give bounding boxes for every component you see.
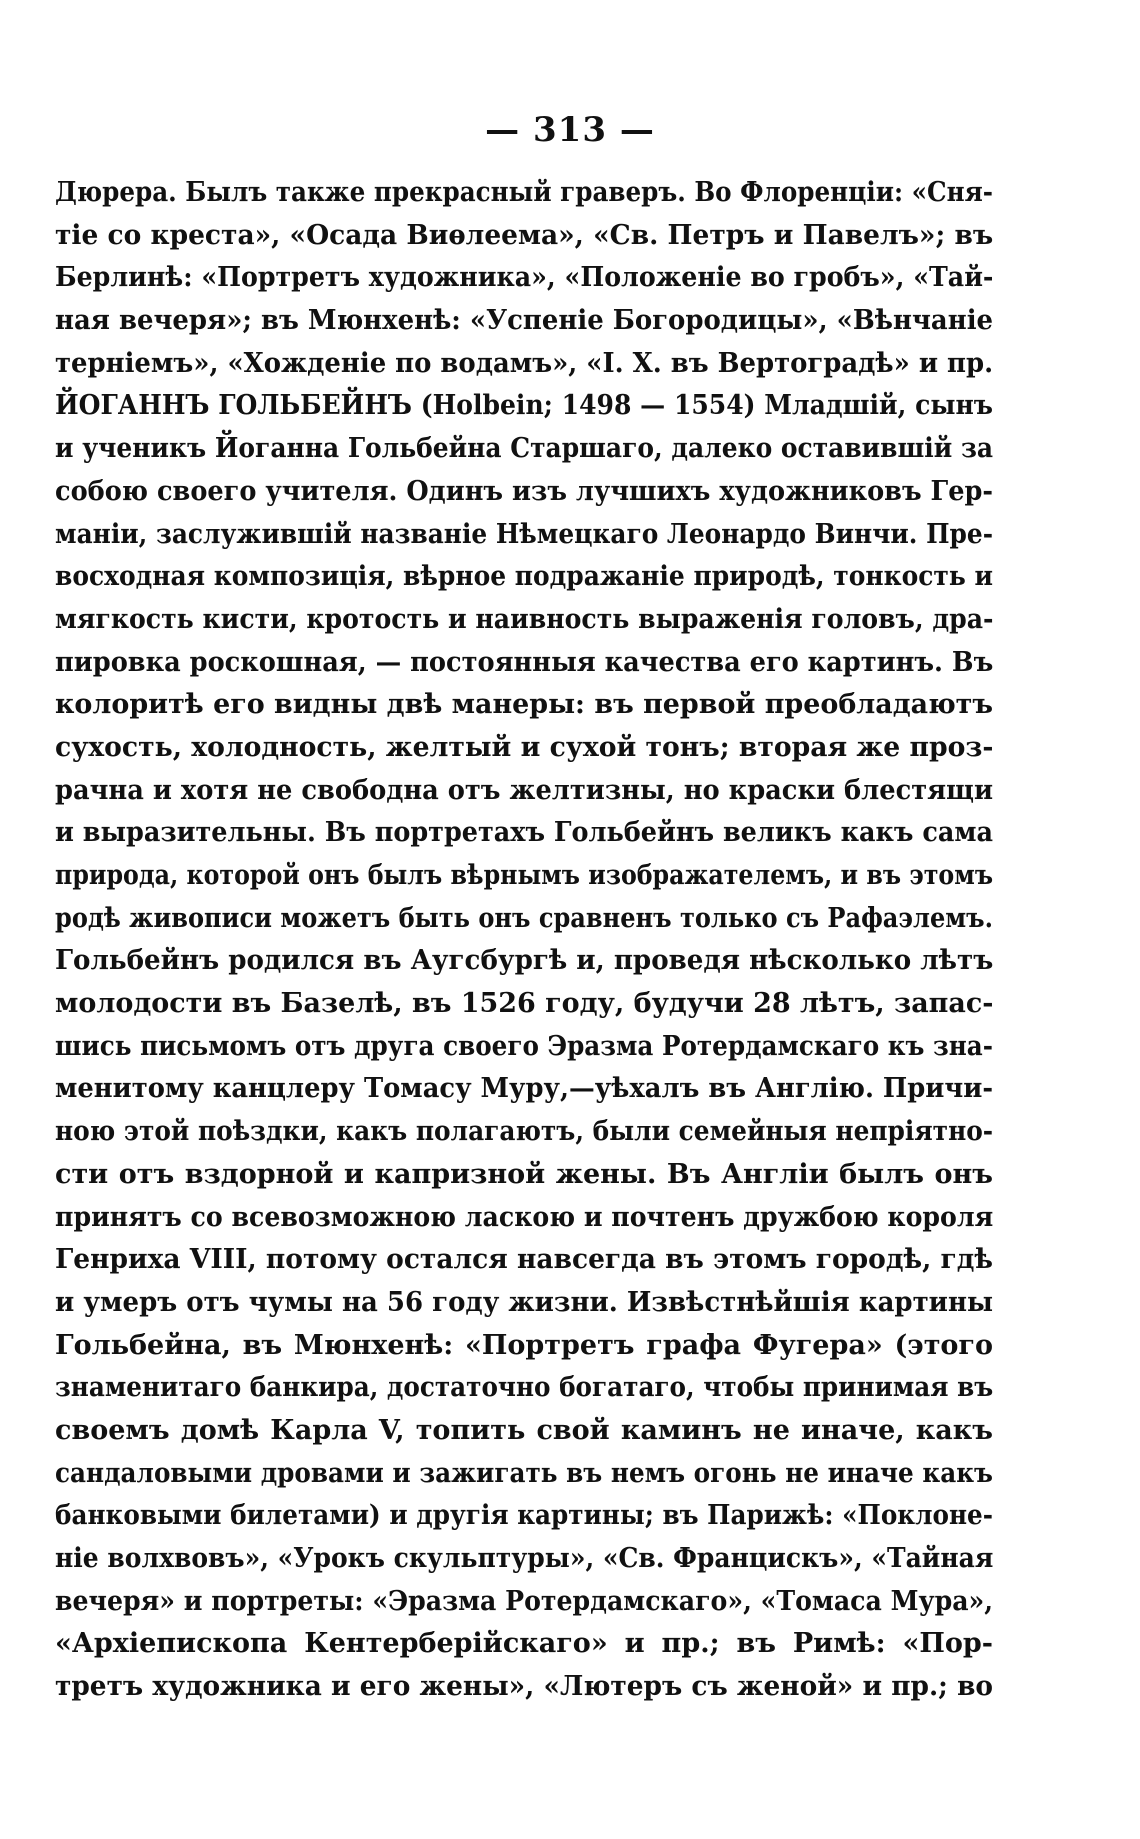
text-line: принятъ со всевозможною ласкою и почтенъ дружбою короля <box>55 1201 994 1233</box>
text-line: сухость, холодность, желтый и сухой тонъ; вторая же проз- <box>55 731 994 763</box>
text-line: банковыми билетами) и другія картины; въ Парижѣ: «Поклоне- <box>55 1500 993 1532</box>
text-line: Гольбейнъ родился въ Аугсбургѣ и, проведя нѣсколько лѣтъ <box>55 945 994 977</box>
text-line: колоритѣ его видны двѣ манеры: въ первой преобладаютъ <box>55 689 993 721</box>
text-line: собою своего учителя. Одинъ изъ лучшихъ художниковъ Гер- <box>55 475 993 507</box>
text-line: рачна и хотя не свободна отъ желтизны, но краски блестящи <box>55 774 993 806</box>
text-line: восходная композиція, вѣрное подражаніе природѣ, тонкость и <box>55 561 993 593</box>
text-line: терніемъ», «Хожденіе по водамъ», «І. Х. въ Вертоградѣ» и пр. <box>55 347 994 379</box>
text-line: природа, которой онъ былъ вѣрнымъ изображателемъ, и въ этомъ <box>55 860 993 891</box>
text-line: пировка роскошная, — постоянныя качества его картинъ. Въ <box>55 646 994 678</box>
text-line: ною этой поѣздки, какъ полагаютъ, были семейныя непріятно- <box>55 1116 994 1148</box>
text-line: тіе со креста», «Осада Виѳлеема», «Св. Петръ и Павелъ»; въ <box>55 219 994 251</box>
body-text <box>55 172 993 1709</box>
text-line: родѣ живописи можетъ быть онъ сравненъ только съ Рафаэлемъ. <box>55 902 993 934</box>
text-line: маніи, заслужившій названіе Нѣмецкаго Леонардо Винчи. Пре- <box>55 518 993 550</box>
text-line: знаменитаго банкира, достаточно богатаго, чтобы принимая въ <box>55 1372 994 1404</box>
text-line: менитому канцлеру Томасу Муру,—уѣхалъ въ Англію. Причи- <box>55 1073 994 1105</box>
text-line: Гольбейна, въ Мюнхенѣ: «Портретъ графа Фугера» (этого <box>55 1329 993 1361</box>
text-line: и умеръ отъ чумы на 56 году жизни. Извѣстнѣйшія картины <box>55 1286 993 1318</box>
text-line: Берлинѣ: «Портретъ художника», «Положеніе во гробъ», «Тай- <box>55 262 994 294</box>
text-line: мягкость кисти, кротость и наивность выраженія головъ, дра- <box>55 603 994 635</box>
text-line: Дюрера. Былъ также прекрасный граверъ. Во Флоренціи: «Сня- <box>55 177 993 208</box>
text-line: сти отъ вздорной и капризной жены. Въ Англіи былъ онъ <box>55 1158 993 1190</box>
text-line: своемъ домѣ Карла V, топить свой каминъ не иначе, какъ <box>55 1414 993 1446</box>
text-line: сандаловыми дровами и зажигать въ немъ огонь не иначе какъ <box>55 1457 993 1489</box>
text-line: ніе волхвовъ», «Урокъ скульптуры», «Св. Францискъ», «Тайная <box>55 1543 994 1574</box>
page-number: — 313 — <box>485 110 655 150</box>
text-line: шись письмомъ отъ друга своего Эразма Ротердамскаго къ зна- <box>55 1030 993 1062</box>
text-line: и выразительны. Въ портретахъ Гольбейнъ великъ какъ сама <box>55 817 993 849</box>
text-line: ЙОГАННЪ ГОЛЬБЕЙНЪ (Holbein; 1498 — 1554) Младшій, сынъ <box>55 390 993 422</box>
text-line: вечеря» и портреты: «Эразма Ротердамскаго», «Томаса Мура», <box>55 1585 994 1617</box>
text-line: и ученикъ Йоганна Гольбейна Старшаго, далеко оставившій за <box>55 433 993 465</box>
text-line: Генриха VIII, потому остался навсегда въ этомъ городѣ, гдѣ <box>55 1244 993 1276</box>
text-line: ная вечеря»; въ Мюнхенѣ: «Успеніе Богородицы», «Вѣнчаніе <box>55 305 994 337</box>
text-line: молодости въ Базелѣ, въ 1526 году, будучи 28 лѣтъ, запас- <box>55 988 994 1020</box>
text-line: третъ художника и его жены», «Лютеръ съ женой» и пр.; во <box>55 1671 993 1703</box>
text-line: «Архіепископа Кентерберійскаго» и пр.; въ Римѣ: «Пор- <box>55 1628 993 1660</box>
